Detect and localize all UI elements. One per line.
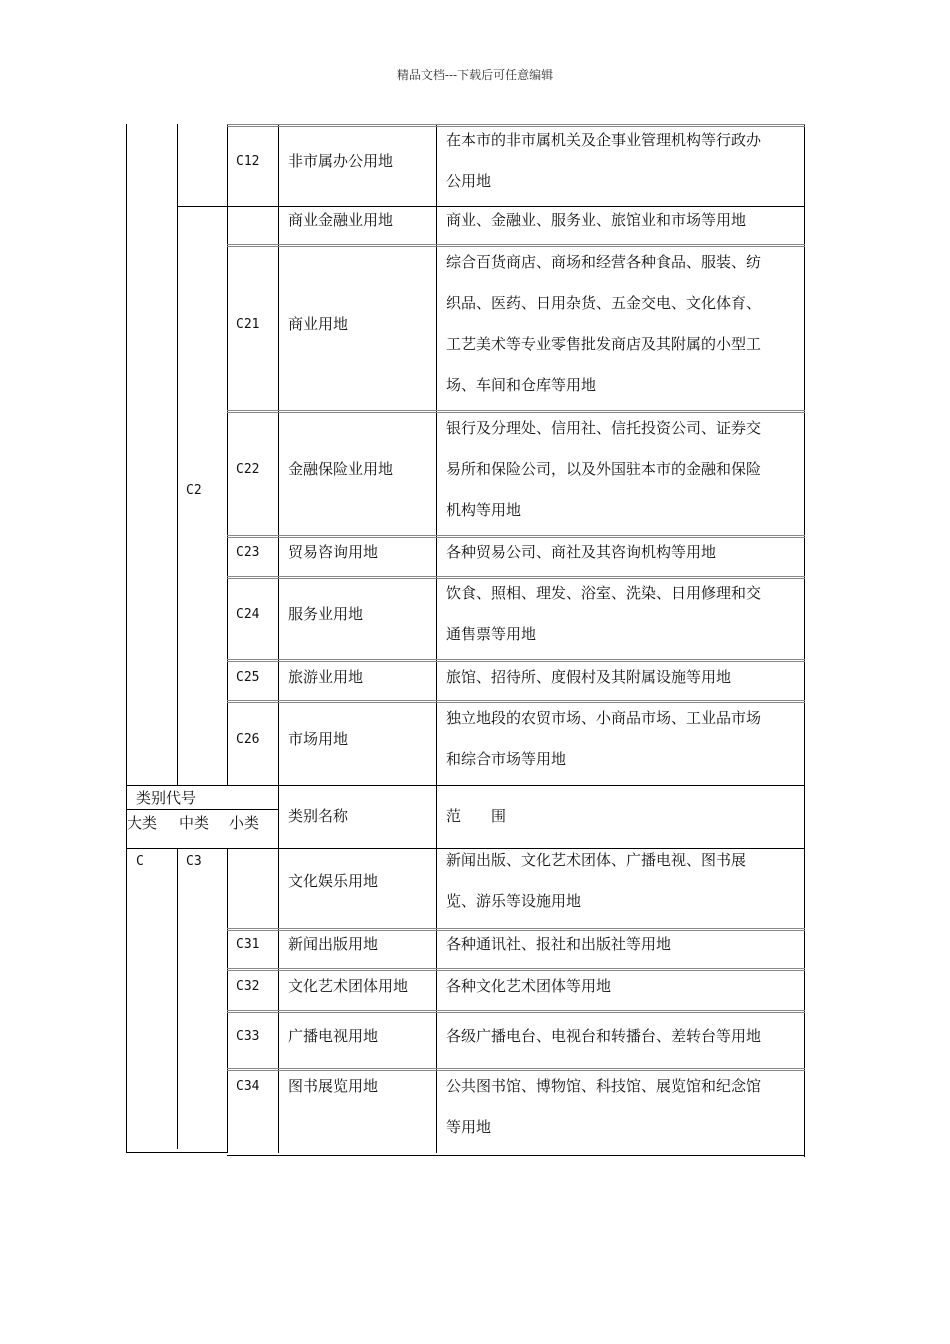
code-c23: C23	[236, 545, 260, 560]
desc-line: 综合百货商店、商场和经营各种食品、服装、纺	[446, 253, 762, 271]
desc-line: 等用地	[446, 1118, 492, 1136]
desc-line: 工艺美术等专业零售批发商店及其附属的小型工	[446, 335, 762, 353]
desc-line: 饮食、照相、理发、浴室、洗染、日用修理和交	[446, 584, 762, 602]
name-c12: 非市属办公用地	[288, 152, 394, 170]
name-c34: 图书展览用地	[288, 1077, 379, 1095]
desc-c12	[446, 120, 786, 202]
desc-line: 通售票等用地	[446, 625, 537, 643]
code-c34: C34	[236, 1079, 260, 1094]
header-medium: 中类	[179, 814, 210, 832]
code-c3: C3	[186, 854, 202, 869]
desc-line: 机构等用地	[446, 501, 522, 519]
code-c21: C21	[236, 317, 260, 332]
header-minor: 小类	[229, 814, 260, 832]
name-c22: 金融保险业用地	[288, 460, 394, 478]
code-c12: C12	[236, 154, 260, 169]
desc-line: 新闻出版、文化艺术团体、广播电视、图书展	[446, 851, 747, 869]
code-c32: C32	[236, 979, 260, 994]
col-line-left	[126, 124, 127, 1153]
desc-line: 独立地段的农贸市场、小商品市场、工业品市场	[446, 709, 762, 727]
header-major: 大类	[127, 814, 158, 832]
desc-line: 织品、医药、日用杂货、五金交电、文化体育、	[446, 294, 762, 312]
desc-c31	[446, 924, 786, 965]
page-header: 精品文档---下载后可任意编辑	[396, 68, 554, 82]
desc-line: 览、游乐等设施用地	[446, 892, 582, 910]
row-line	[126, 785, 805, 786]
name-c24: 服务业用地	[288, 605, 364, 623]
name-c2: 商业金融业用地	[288, 211, 394, 229]
name-c25: 旅游业用地	[288, 668, 364, 686]
desc-c34	[446, 1066, 786, 1148]
header-category-name: 类别名称	[288, 807, 349, 825]
desc-line: 公共图书馆、博物馆、科技馆、展览馆和纪念馆	[446, 1077, 762, 1095]
desc-c2	[446, 200, 786, 241]
desc-line: 各种通讯社、报社和出版社等用地	[446, 935, 672, 953]
desc-line: 公用地	[446, 172, 492, 190]
desc-c33	[446, 1016, 786, 1057]
desc-line: 商业、金融业、服务业、旅馆业和市场等用地	[446, 211, 747, 229]
row-line	[227, 1010, 805, 1013]
code-c31: C31	[236, 937, 260, 952]
code-c33: C33	[236, 1029, 260, 1044]
desc-line: 场、车间和仓库等用地	[446, 376, 597, 394]
desc-c21	[446, 242, 786, 406]
col-line-major-2	[177, 848, 178, 1149]
code-c2: C2	[186, 483, 202, 498]
row-line	[126, 1152, 228, 1153]
desc-line: 各种文化艺术团体等用地	[446, 977, 612, 995]
desc-c25	[446, 657, 786, 698]
desc-c23	[446, 532, 786, 573]
name-c32: 文化艺术团体用地	[288, 977, 409, 995]
desc-line: 银行及分理处、信用社、信托投资公司、证券交	[446, 419, 762, 437]
col-line-minor	[278, 124, 279, 1153]
desc-line: 各种贸易公司、商社及其咨询机构等用地	[446, 543, 717, 561]
desc-c26	[446, 698, 786, 780]
name-c3: 文化娱乐用地	[288, 872, 379, 890]
name-c31: 新闻出版用地	[288, 935, 379, 953]
desc-line: 旅馆、招待所、度假村及其附属设施等用地	[446, 668, 732, 686]
header-category-code: 类别代号	[136, 789, 197, 807]
code-c25: C25	[236, 670, 260, 685]
code-c24: C24	[236, 607, 260, 622]
desc-line: 各级广播电台、电视台和转播台、差转台等用地	[446, 1027, 762, 1045]
row-line	[227, 1155, 805, 1156]
desc-c32	[446, 966, 786, 1007]
desc-line: 易所和保险公司，以及外国驻本市的金融和保险	[446, 460, 762, 478]
desc-c24	[446, 573, 786, 655]
name-c23: 贸易咨询用地	[288, 543, 379, 561]
col-line-name	[436, 124, 437, 1153]
desc-c3	[446, 840, 786, 922]
name-c33: 广播电视用地	[288, 1027, 379, 1045]
name-c26: 市场用地	[288, 730, 349, 748]
col-line-major	[177, 124, 178, 785]
code-c22: C22	[236, 462, 260, 477]
desc-line: 在本市的非市属机关及企事业管理机构等行政办	[446, 131, 762, 149]
desc-c22	[446, 408, 786, 531]
header-scope: 范 围	[446, 807, 507, 825]
col-line-medium-2	[227, 848, 228, 1153]
code-c26: C26	[236, 732, 260, 747]
col-line-medium	[227, 124, 228, 785]
col-line-right	[804, 124, 805, 1157]
code-major-c: C	[136, 854, 144, 869]
desc-line: 和综合市场等用地	[446, 750, 567, 768]
name-c21: 商业用地	[288, 315, 349, 333]
